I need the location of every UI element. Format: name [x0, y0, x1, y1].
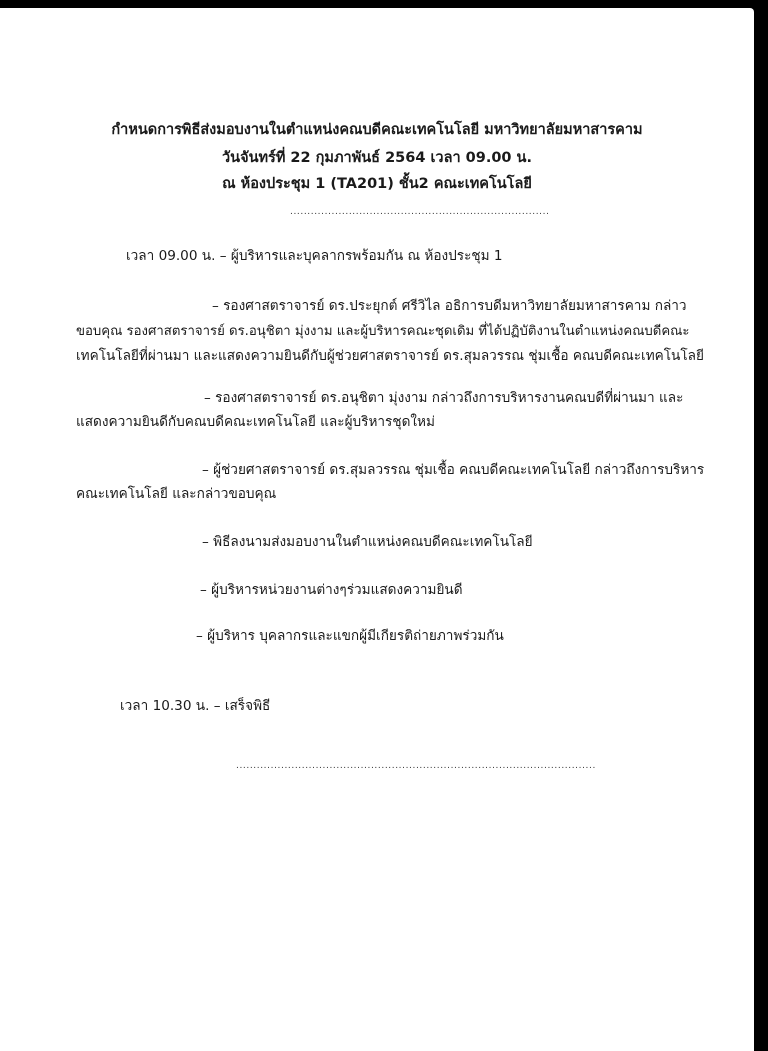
event-date: วันจันทร์ที่ 22 กุมภาพันธ์ 2564 เวลา 09.00 น.: [222, 150, 532, 166]
item3-line2: คณะเทคโนโลยี และกล่าวขอบคุณ: [76, 486, 277, 502]
schedule-closing: เวลา 10.30 น. – เสร็จพิธี: [120, 698, 271, 714]
schedule-opening: เวลา 09.00 น. – ผู้บริหารและบุคลากรพร้อมกัน ณ ห้องประชุม 1: [126, 248, 503, 264]
item5: – ผู้บริหารหน่วยงานต่างๆร่วมแสดงความยินดี: [200, 582, 463, 598]
document-page: [0, 8, 754, 1051]
item1-line3: เทคโนโลยีที่ผ่านมา และแสดงความยินดีกับผู้ช่วยศาสตราจารย์ ดร.สุมลวรรณ ชุ่มเชื้อ คณบดีคณะเทคโนโลยี: [76, 348, 704, 364]
item2-line1: – รองศาสตราจารย์ ดร.อนุชิตา มุ่งงาม กล่าวถึงการบริหารงานคณบดีที่ผ่านมา และ: [204, 390, 684, 406]
item1-line2: ขอบคุณ รองศาสตราจารย์ ดร.อนุชิตา มุ่งงาม และผู้บริหารคณะชุดเดิม ที่ได้ปฏิบัติงานในตำแหน่งคณบดีคณะ: [76, 324, 690, 339]
item1-line1: – รองศาสตราจารย์ ดร.ประยุกต์ ศรีวิไล อธิการบดีมหาวิทยาลัยมหาสารคาม กล่าว: [212, 298, 687, 314]
document-title: กำหนดการพิธีส่งมอบงานในตำแหน่งคณบดีคณะเทคโนโลยี มหาวิทยาลัยมหาสารคาม: [111, 122, 643, 138]
item4: – พิธีลงนามส่งมอบงานในตำแหน่งคณบดีคณะเทคโนโลยี: [202, 534, 533, 550]
item3-line1: – ผู้ช่วยศาสตราจารย์ ดร.สุมลวรรณ ชุ่มเชื้อ คณบดีคณะเทคโนโลยี กล่าวถึงการบริหาร: [202, 462, 705, 478]
event-venue: ณ ห้องประชุม 1 (TA201) ชั้น2 คณะเทคโนโลยี: [222, 176, 532, 192]
footer-separator: ........................................................................................................: [236, 761, 596, 771]
header-separator: ...........................................................................: [290, 207, 550, 217]
item2-line2: แสดงความยินดีกับคณบดีคณะเทคโนโลยี และผู้บริหารชุดใหม่: [76, 414, 435, 430]
item6: – ผู้บริหาร บุคลากรและแขกผู้มีเกียรติถ่ายภาพร่วมกัน: [196, 628, 504, 644]
